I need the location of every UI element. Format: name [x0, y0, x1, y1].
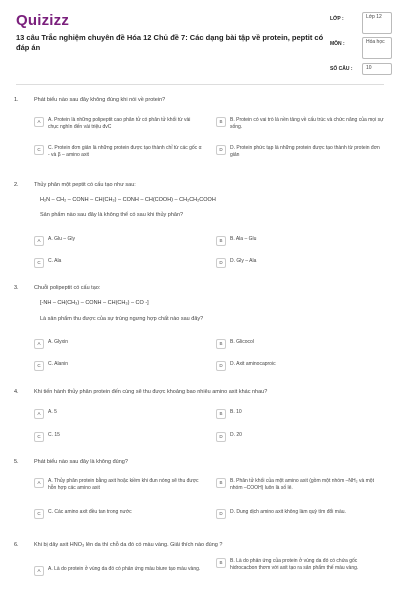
subject-label: MÔN :: [330, 41, 345, 47]
option-text: B. Protein có vai trò là nền tảng về cấu trúc và chức năng của mọi sự sống.: [230, 117, 384, 130]
option-letter: C: [34, 258, 44, 268]
option-text: C. Các amino axit đều tan trong nước: [48, 509, 132, 515]
option-letter: C: [34, 361, 44, 371]
subject-value: Hóa học: [366, 39, 385, 45]
option-letter: D: [216, 145, 226, 155]
option-letter: A: [34, 339, 44, 349]
option-letter: D: [216, 432, 226, 442]
option-text: D. Protein phức tạp là những protein được tạo thành từ protein đơn giản: [230, 145, 380, 158]
option-text: B. Phân tử khối của một amino axit (gồm một nhóm –NH₂ và một nhóm –COOH) luôn là số lẻ.: [230, 478, 374, 491]
option-text: A. Là do protein ở vùng da đó có phản ứng màu biure tạo màu vàng.: [48, 566, 201, 572]
option-letter: D: [216, 361, 226, 371]
peptide-formula: H₂N – CH₂ – CONH – CH(CH₃) – CONH – CH(COOH) – CH₂CH₂COOH: [40, 197, 216, 203]
question-text: Khi bị dây axit HNO₃ lên da thì chỗ da đó có màu vàng. Giải thích nào đúng ?: [34, 542, 223, 548]
question-number: 4.: [14, 389, 19, 395]
option-text: A. Glyxin: [48, 339, 69, 345]
option-letter: C: [34, 509, 44, 519]
worksheet-header: [0, 0, 400, 80]
class-label: LỚP :: [330, 16, 344, 22]
question-number: 2.: [14, 182, 19, 188]
option-text: D. 20: [230, 432, 242, 438]
option-letter: B: [216, 558, 226, 568]
option-letter: B: [216, 409, 226, 419]
question-subtext: Sản phẩm nào sau đây là không thể có sau khi thủy phân?: [40, 212, 184, 218]
option-letter: D: [216, 258, 226, 268]
question-text: Thủy phân một peptit có cấu tạo như sau:: [34, 182, 136, 188]
option-letter: A: [34, 478, 44, 488]
option-letter: A: [34, 117, 44, 127]
question-number: 6.: [14, 542, 19, 548]
option-text: A. Thủy phân protein bằng axit hoặc kiềm khi đun nóng sẽ thu được hỗn hợp các amino axit: [48, 478, 199, 491]
option-letter: B: [216, 117, 226, 127]
option-text: C. Ala: [48, 258, 62, 264]
option-letter: B: [216, 339, 226, 349]
class-value: Lớp 12: [366, 14, 382, 20]
question-number: 1.: [14, 97, 19, 103]
question-number: 5.: [14, 459, 19, 465]
question-subtext: Là sản phẩm thu được của sự trùng ngưng hợp chất nào sau đây?: [40, 316, 204, 322]
option-letter: C: [34, 145, 44, 155]
option-text: B. Glicocol: [230, 339, 254, 345]
polypeptide-formula: [-NH – CH(CH₃) – CONH – CH(CH₃) – CO -]: [40, 300, 149, 306]
option-text: A. Glu – Gly: [48, 236, 75, 242]
option-letter: A: [34, 236, 44, 246]
option-letter: D: [216, 509, 226, 519]
option-text: D. Axit aminocaproic: [230, 361, 276, 367]
option-letter: C: [34, 432, 44, 442]
option-text: A. Protein là những polipeptit cao phân tử có phân tử khối từ vài chục nghìn đến vài triệu đvC: [48, 117, 191, 130]
option-letter: B: [216, 236, 226, 246]
count-label: SỐ CÂU :: [330, 66, 353, 72]
option-text: C. Protein đơn giản là những protein được tạo thành chỉ từ các gốc α - và β – amino axit: [48, 145, 202, 158]
option-text: B. Ala – Glu: [230, 236, 257, 242]
option-text: A. 5: [48, 409, 57, 415]
question-text: Chuỗi polipeptit có cấu tạo:: [34, 285, 101, 291]
option-text: B. Là do phản ứng của protein ở vùng da đó có chứa gốc hidrocacbon thơm với axit tạo ra sản phẩm thế màu vàng.: [230, 558, 359, 571]
option-text: B. 10: [230, 409, 242, 415]
question-text: Phát biểu nào sau đây là không đúng?: [34, 459, 128, 465]
option-text: D. Gly – Ala: [230, 258, 257, 264]
quizizz-logo: Quizizz: [16, 12, 70, 29]
option-text: D. Dung dịch amino axit không làm quỳ tím đổi màu.: [230, 509, 346, 515]
worksheet-title: 13 câu Trắc nghiệm chuyên đề Hóa 12 Chủ đề 7: Các dạng bài tập về protein, peptit có đáp án: [16, 33, 324, 52]
question-number: 3.: [14, 285, 19, 291]
count-value: 10: [366, 65, 372, 71]
option-letter: B: [216, 478, 226, 488]
question-text: Khi tiến hành thủy phân protein đến cùng sẽ thu được khoảng bao nhiêu amino axit khác nhau?: [34, 389, 268, 395]
option-text: C. 15: [48, 432, 60, 438]
question-text: Phát biểu nào sau đây không đúng khi nói về protein?: [34, 97, 166, 103]
option-letter: A: [34, 566, 44, 576]
option-letter: A: [34, 409, 44, 419]
header-divider: [16, 84, 384, 85]
option-text: C. Alanin: [48, 361, 69, 367]
